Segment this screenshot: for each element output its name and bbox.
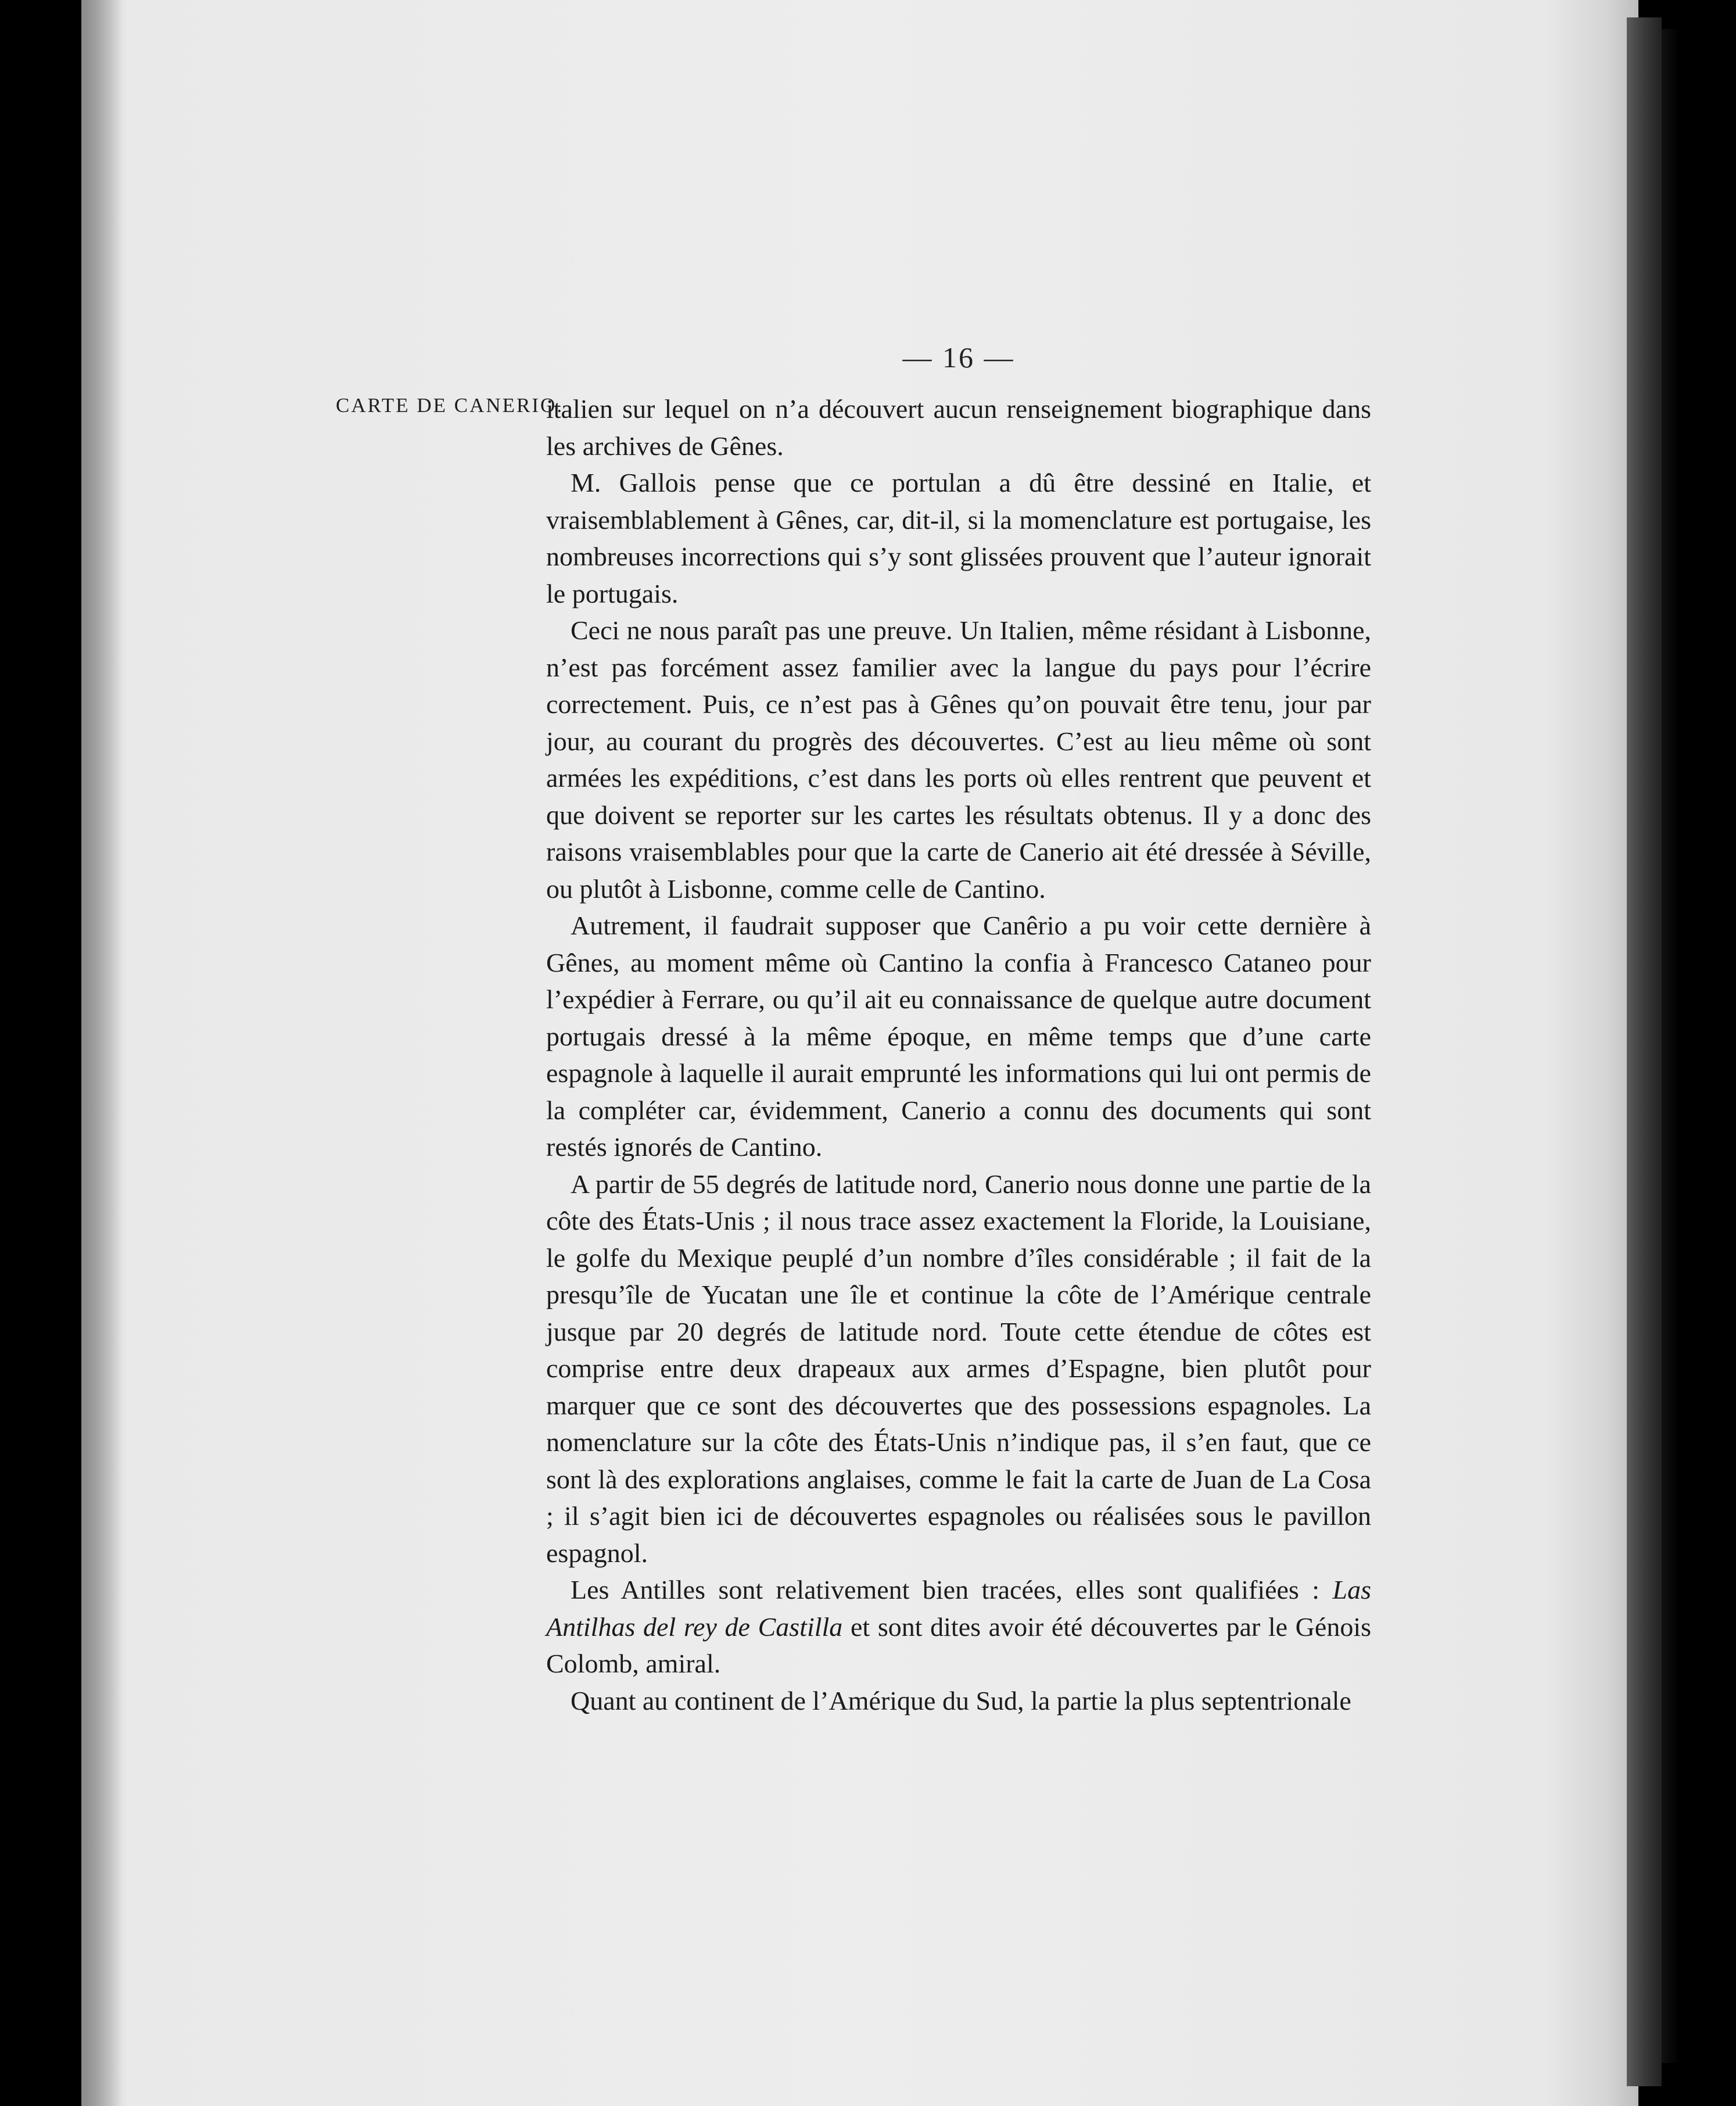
page-number: — 16 — xyxy=(902,341,1015,374)
italic-title: Las Antilhas del rey de Castilla xyxy=(546,1575,1371,1642)
margin-note: CARTE DE CANERIO. xyxy=(336,394,564,417)
paragraph-6 xyxy=(546,1571,1371,1682)
body-text xyxy=(546,391,1371,1719)
paragraph-4: Autrement, il faudrait supposer que Canêrio a pu voir cette dernière à Gênes, au moment même où Cantino la confia à Francesco Cataneo pour l’expédier à Ferrare, ou qu’il ait eu connaissance de quelque autre document portugais dressé à la même époque, en même temps que d’une carte espagnole à laquelle il aurait emprunté les informations qui lui ont permis de la compléter car, évidemment, Canerio a connu des documents qui sont restés ignorés de Cantino. xyxy=(546,911,1371,1162)
paragraph-7: Quant au continent de l’Amérique du Sud, la partie la plus septentrionale xyxy=(571,1685,1351,1715)
paragraph-6-end: et sont dites avoir été découvertes par le Génois Colomb, amiral. xyxy=(546,1611,1372,1678)
paragraph-2: M. Gallois pense que ce portulan a dû être dessiné en Italie, et vraisemblablement à Gênes, car, dit-il, si la momenclature est portugaise, les nombreuses incorrections qui s’y sont glissées prouvent que l’auteur ignorait le portugais. xyxy=(546,468,1371,608)
page-edge-dark xyxy=(1662,29,1679,2063)
gutter-shadow xyxy=(81,0,122,2106)
paragraph-6-start: Les Antilles sont relativement bien tracées, elles sont qualifiées : xyxy=(571,1575,1333,1604)
paragraph-3: Ceci ne nous paraît pas une preuve. Un Italien, même résidant à Lisbonne, n’est pas forcément assez familier avec la langue du pays pour l’écrire correctement. Puis, ce n’est pas à Gênes qu’on pouvait être tenu, jour par jour, au courant du progrès des découvertes. C’est au lieu même où sont armées les expéditions, c’est dans les ports où elles rentrent que peuvent et que doivent se reporter sur les cartes les résultats obtenus. Il y a donc des raisons vraisemblables pour que la carte de Canerio ait été dressée à Séville, ou plutôt à Lisbonne, comme celle de Cantino. xyxy=(546,615,1371,904)
paragraph-1: italien sur lequel on n’a découvert aucun renseignement biographique dans les archives de Gênes. xyxy=(546,394,1371,461)
page-edge-stack xyxy=(1627,17,1662,2086)
paragraph-5: A partir de 55 degrés de latitude nord, Canerio nous donne une partie de la côte des États-Unis ; il nous trace assez exactement la Floride, la Louisiane, le golfe du Mexique peuplé d’un nombre d’îles considérable ; il fait de la presqu’île de Yucatan une île et continue la côte de l’Amérique centrale jusque par 20 degrés de latitude nord. Toute cette étendue de côtes est comprise entre deux drapeaux aux armes d’Espagne, bien plutôt pour marquer que ce sont des découvertes que des possessions espagnoles. La nomenclature sur la côte des États-Unis n’indique pas, il s’en faut, que ce sont là des explorations anglaises, comme le fait la carte de Juan de La Cosa ; il s’agit bien ici de découvertes espagnoles ou réalisées sous le pavillon espagnol. xyxy=(546,1169,1371,1568)
